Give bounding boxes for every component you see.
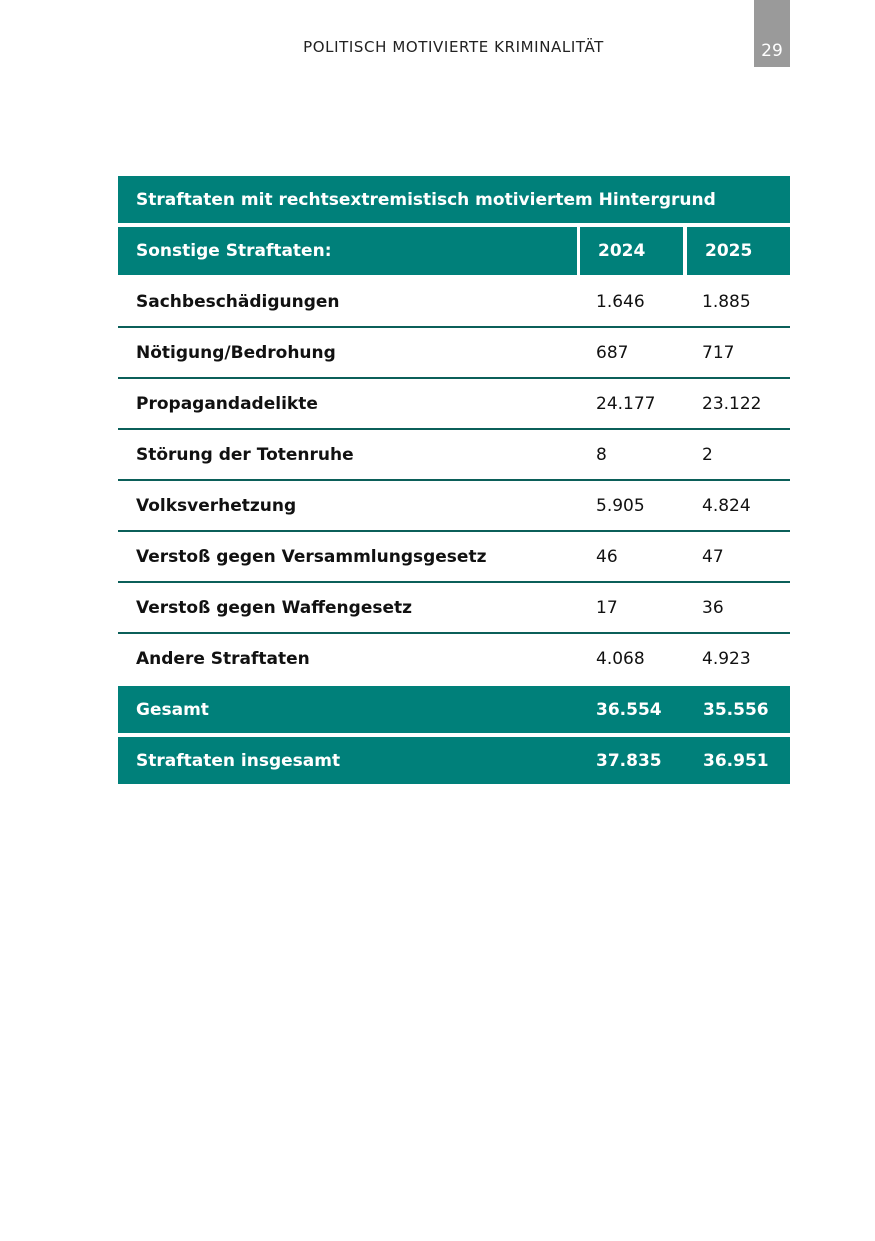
- row-value-2024: 4.068: [596, 649, 645, 669]
- crime-statistics-table: [118, 176, 790, 784]
- table-row: [118, 380, 790, 430]
- column-header-2024: 2024: [580, 227, 683, 275]
- running-header: POLITISCH MOTIVIERTE KRIMINALITÄT: [303, 38, 604, 56]
- row-value-2024: 687: [596, 343, 629, 363]
- row-value-2025: 717: [702, 343, 735, 363]
- row-label: Verstoß gegen Waffengesetz: [136, 598, 413, 618]
- row-value-2025: 4.923: [702, 649, 751, 669]
- total-label: Straftaten insgesamt: [136, 750, 341, 771]
- grand-total-row: [118, 737, 790, 784]
- row-value-2024: 5.905: [596, 496, 645, 516]
- row-value-2024: 8: [596, 445, 607, 465]
- table-row: [118, 278, 790, 328]
- row-label: Propagandadelikte: [136, 394, 318, 414]
- table-header-row: [118, 227, 790, 275]
- row-value-2025: 4.824: [702, 496, 751, 516]
- table-row: [118, 635, 790, 683]
- row-value-2025: 36: [702, 598, 724, 618]
- row-label: Verstoß gegen Versammlungsgesetz: [136, 547, 487, 567]
- row-label: Andere Straftaten: [136, 649, 310, 669]
- table-row: [118, 329, 790, 379]
- row-value-2024: 24.177: [596, 394, 656, 414]
- row-value-2024: 46: [596, 547, 618, 567]
- row-value-2024: 17: [596, 598, 618, 618]
- table-title: Straftaten mit rechtsextremistisch motiviertem Hintergrund: [118, 176, 790, 223]
- row-label: Störung der Totenruhe: [136, 445, 354, 465]
- total-row: [118, 686, 790, 733]
- row-value-2024: 1.646: [596, 292, 645, 312]
- row-label: Volksverhetzung: [136, 496, 297, 516]
- row-value-2025: 47: [702, 547, 724, 567]
- column-header-category: Sonstige Straftaten:: [118, 227, 577, 275]
- table-row: [118, 482, 790, 532]
- total-value-2024: 37.835: [596, 750, 662, 771]
- table-body: [118, 278, 790, 683]
- row-value-2025: 23.122: [702, 394, 762, 414]
- table-totals: [118, 686, 790, 784]
- row-value-2025: 1.885: [702, 292, 751, 312]
- table-row: [118, 431, 790, 481]
- total-value-2025: 35.556: [703, 699, 769, 720]
- total-value-2025: 36.951: [703, 750, 769, 771]
- row-value-2025: 2: [702, 445, 713, 465]
- table-row: [118, 584, 790, 634]
- total-label: Gesamt: [136, 699, 209, 720]
- row-label: Sachbeschädigungen: [136, 292, 340, 312]
- total-value-2024: 36.554: [596, 699, 662, 720]
- table-row: [118, 533, 790, 583]
- column-header-2025: 2025: [687, 227, 790, 275]
- row-label: Nötigung/Bedrohung: [136, 343, 336, 363]
- page-number: 29: [754, 0, 790, 67]
